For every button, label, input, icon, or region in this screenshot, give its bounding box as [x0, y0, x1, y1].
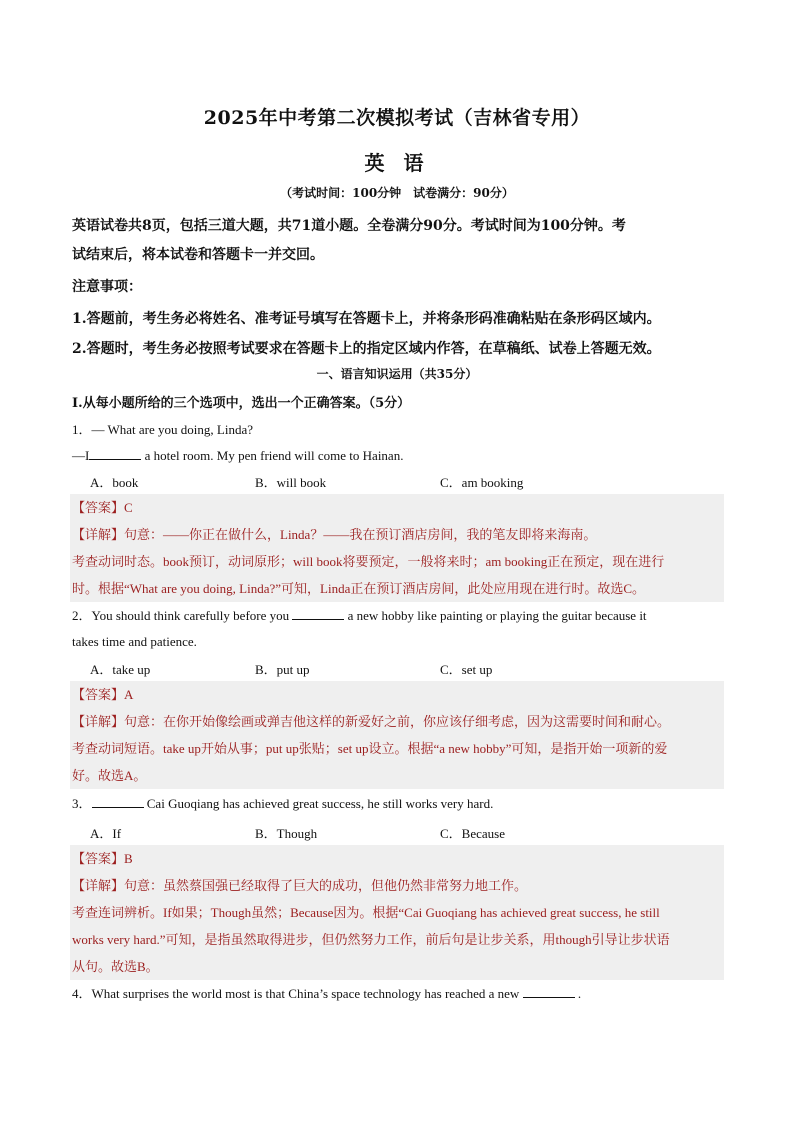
exam-info: （考试时间：100分钟 试卷满分：90分） — [280, 186, 514, 200]
stem-text: 3． — [72, 796, 92, 811]
answer-label: 【答案】A — [72, 687, 134, 702]
answer-block — [70, 681, 724, 789]
question-stem — [72, 791, 724, 817]
answer-blank — [92, 795, 144, 808]
notice-item: 1.答题前，考生务必将姓名、准考证号填写在答题卡上，并将条形码准确粘贴在条形码区域内。 — [72, 311, 661, 327]
question-stem — [72, 443, 724, 469]
option-a: A．book — [90, 475, 139, 490]
detail-line: works very hard.”可知，是指虽然取得进步，但仍然努力工作，前后句是让步关系，用though引导让步状语 — [72, 932, 670, 947]
detail-line: 【详解】句意：在你开始像绘画或弹吉他这样的新爱好之前，你应该仔细考虑，因为这需要时间和耐心。 — [72, 714, 671, 729]
stem-text: —I — [72, 448, 90, 463]
stem-text: a hotel room. My pen friend will come to Hainan. — [144, 448, 404, 463]
part-instruction: Ⅰ.从每小题所给的三个选项中，选出一个正确答案。（5分） — [72, 396, 411, 411]
notice-heading: 注意事项： — [72, 279, 142, 295]
answer-block — [70, 845, 724, 980]
subject-title: 英 语 — [364, 151, 430, 175]
question-stem — [72, 603, 724, 629]
detail-line: 好。故选A。 — [72, 768, 147, 783]
option-b: B．will book — [255, 475, 327, 490]
question-stem: 1．— What are you doing, Linda? — [72, 422, 253, 437]
intro-text — [72, 212, 724, 270]
stem-text: 4．What surprises the world most is that China’s space technology has reached a new — [72, 986, 520, 1001]
option-c: C．Because — [440, 826, 505, 841]
stem-text: 2．You should think carefully before you — [72, 608, 290, 623]
question-4 — [72, 981, 724, 1007]
option-a: A．If — [90, 826, 122, 841]
answer-label: 【答案】C — [72, 500, 133, 515]
detail-line: 【详解】句意：虽然蔡国强已经取得了巨大的成功，但他仍然非常努力地工作。 — [72, 878, 528, 893]
option-c: C．am booking — [440, 475, 524, 490]
answer-label: 【答案】B — [72, 851, 133, 866]
stem-text: Cai Guoqiang has achieved great success, he still works very hard. — [146, 796, 494, 811]
option-a: A．take up — [90, 662, 151, 677]
option-c: C．set up — [440, 662, 493, 677]
notice-item: 2.答题时，考生务必按照考试要求在答题卡上的指定区域内作答，在草稿纸、试卷上答题无效。 — [72, 341, 661, 357]
answer-block — [70, 494, 724, 602]
question-stem — [72, 981, 724, 1007]
detail-line: 考查动词短语。take up开始从事；put up张贴；set up设立。根据“a new hobby”可知，是指开始一项新的爱 — [72, 741, 668, 756]
answer-blank — [523, 985, 575, 998]
exam-title: 2025年中考第二次模拟考试（吉林省专用） — [203, 107, 591, 129]
intro-line: 英语试卷共8页，包括三道大题，共71道小题。全卷满分90分。考试时间为100分钟。考 — [72, 218, 626, 234]
stem-text: a new hobby like painting or playing the guitar because it — [347, 608, 647, 623]
stem-text: . — [577, 986, 582, 1001]
detail-line: 从句。故选B。 — [72, 959, 159, 974]
option-b: B．Though — [255, 826, 318, 841]
section-title: 一、语言知识运用（共35分） — [316, 367, 478, 381]
question-2 — [72, 603, 724, 655]
detail-line: 【详解】句意：——你正在做什么，Linda？——我在预订酒店房间，我的笔友即将来海南。 — [72, 527, 597, 542]
question-1 — [72, 417, 724, 469]
detail-line: 时。根据“What are you doing, Linda?”可知，Linda正在预订酒店房间，此处应用现在进行时。故选C。 — [72, 581, 646, 596]
intro-line: 试结束后，将本试卷和答题卡一并交回。 — [72, 247, 324, 263]
detail-line: 考查连词辨析。If如果；Though虽然；Because因为。根据“Cai Guoqiang has achieved great success, he still — [72, 905, 660, 920]
question-3 — [72, 791, 724, 817]
answer-blank — [89, 447, 141, 460]
option-b: B．put up — [255, 662, 310, 677]
question-stem: takes time and patience. — [72, 634, 197, 649]
answer-blank — [292, 607, 344, 620]
detail-line: 考查动词时态。book预订，动词原形；will book将要预定，一般将来时；am booking正在预定，现在进行 — [72, 554, 665, 569]
